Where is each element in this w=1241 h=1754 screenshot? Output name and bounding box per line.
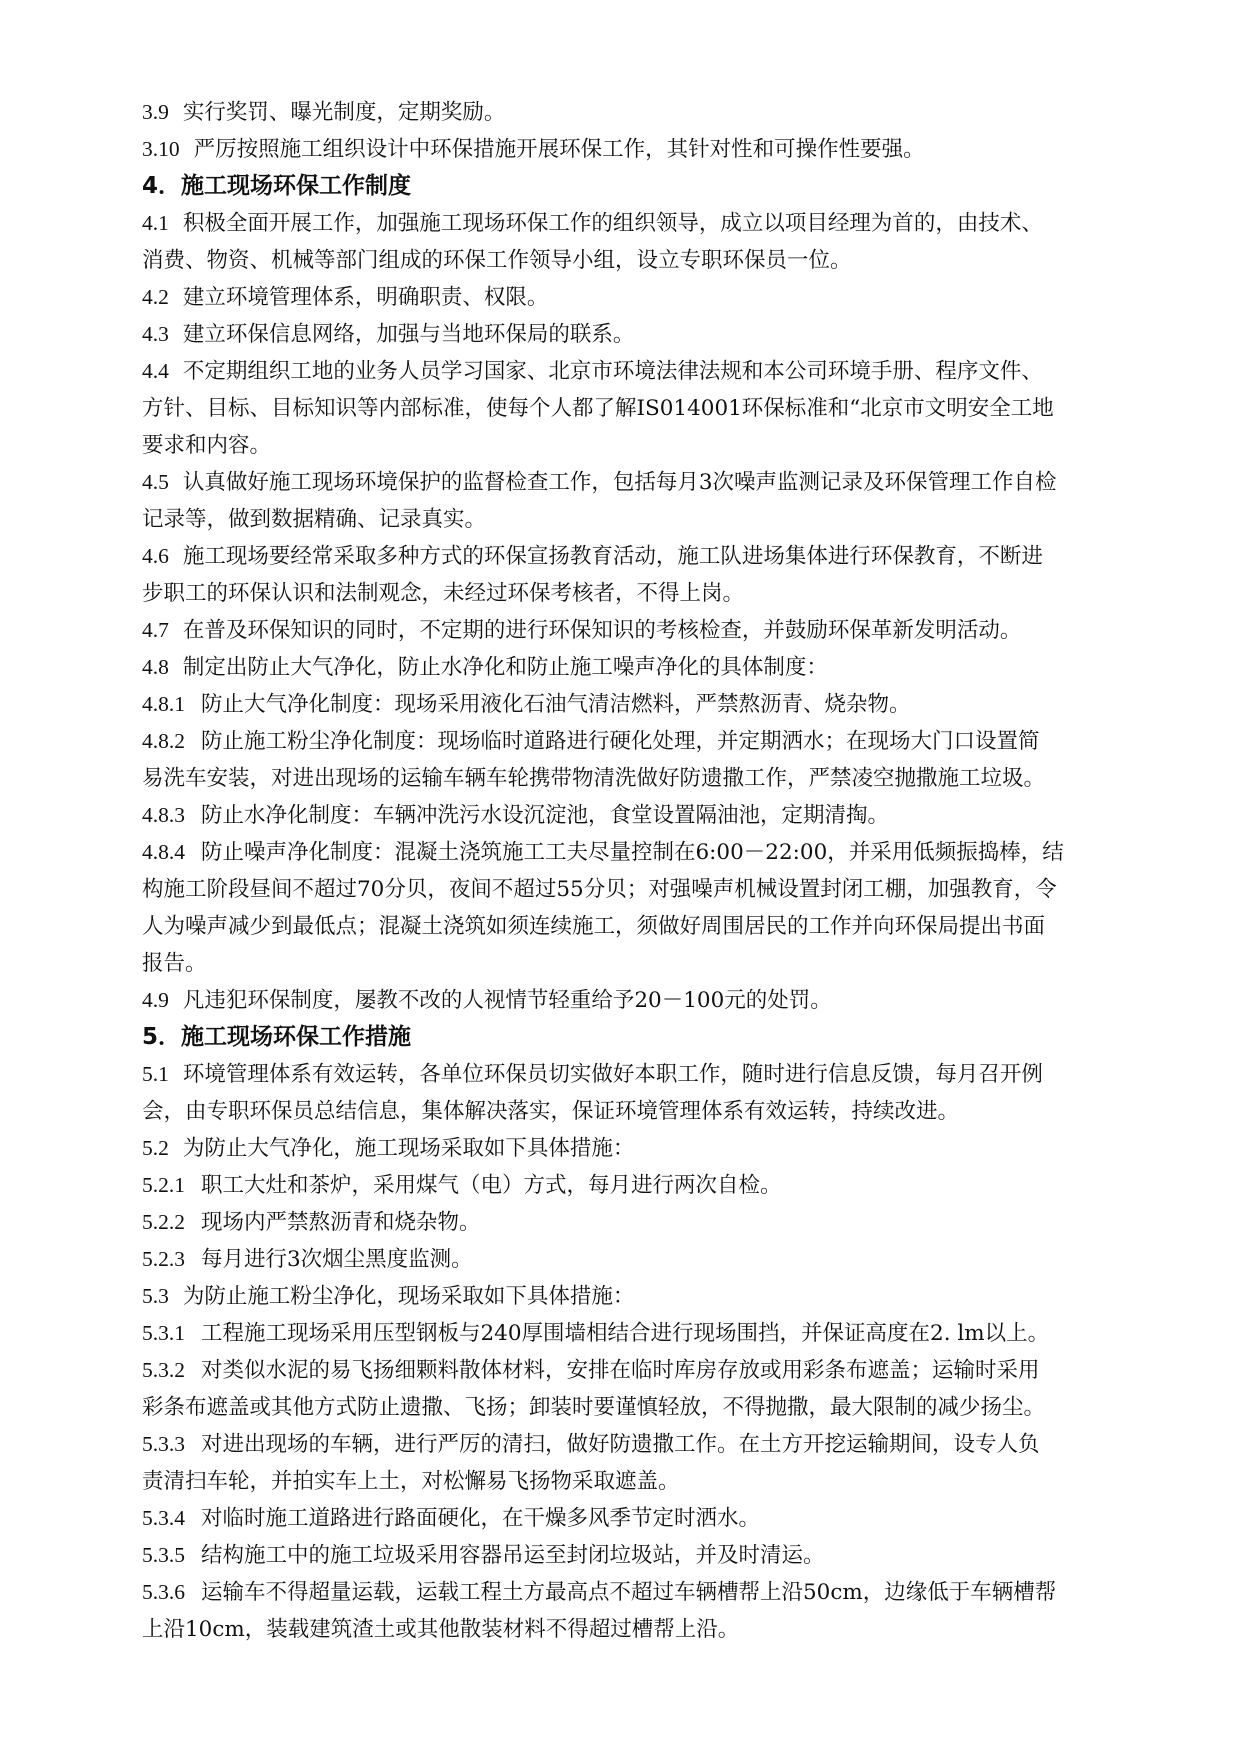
clause-number: 4.7 (142, 618, 169, 642)
paragraph-4-4-cont (142, 390, 1182, 427)
clause-number: 3.10 (142, 137, 180, 161)
clause-text: 上沿10cm，装载建筑渣土或其他散装材料不得超过槽帮上沿。 (142, 1617, 740, 1642)
clause-text: 防止噪声净化制度：混凝土浇筑施工工夫尽量控制在6:00－22:00，并采用低频振捣棒，结 (201, 840, 1064, 865)
paragraph-4-8-2 (142, 723, 1182, 760)
paragraph-5-3-3 (142, 1426, 1182, 1463)
paragraph-5-2-1 (142, 1167, 1182, 1204)
paragraph-4-4 (142, 353, 1182, 390)
clause-text: 对进出现场的车辆，进行严厉的清扫，做好防遗撒工作。在土方开挖运输期间，设专人负 (201, 1432, 1040, 1457)
clause-number: 4.6 (142, 544, 169, 568)
clause-number: 4.4 (142, 359, 169, 383)
clause-number: 5.3.1 (142, 1321, 185, 1345)
paragraph-4-9 (142, 982, 1182, 1019)
paragraph-4-1-cont (142, 242, 1182, 279)
paragraph-5-3-1 (142, 1315, 1182, 1352)
clause-text: 为防止施工粉尘净化，现场采取如下具体措施： (182, 1284, 635, 1309)
paragraph-5-2-3 (142, 1241, 1182, 1278)
paragraph-5-2 (142, 1130, 1182, 1167)
clause-text: 步职工的环保认识和法制观念，未经过环保考核者，不得上岗。 (142, 581, 745, 606)
clause-text: 建立环境管理体系，明确职责、权限。 (182, 285, 549, 310)
clause-text: 建立环保信息网络，加强与当地环保局的联系。 (182, 322, 635, 347)
paragraph-5-3-4 (142, 1500, 1182, 1537)
clause-text: 会，由专职环保员总结信息，集体解决落实，保证环境管理体系有效运转，持续改进。 (142, 1099, 960, 1124)
clause-text: 人为噪声减少到最低点；混凝土浇筑如须连续施工，须做好周围居民的工作并向环保局提出书面 (142, 914, 1046, 939)
clause-text: 防止大气净化制度：现场采用液化石油气清洁燃料，严禁熬沥青、烧杂物。 (201, 692, 911, 717)
clause-text: 防止施工粉尘净化制度：现场临时道路进行硬化处理，并定期洒水；在现场大门口设置简 (201, 729, 1040, 754)
clause-text: 记录等，做到数据精确、记录真实。 (142, 507, 487, 532)
paragraph-3-10 (142, 131, 1182, 168)
clause-number: 5.3.2 (142, 1358, 185, 1382)
section-heading-4: 4．施工现场环保工作制度 (142, 173, 412, 199)
clause-text: 运输车不得超量运载，运载工程土方最高点不超过车辆槽帮上沿50cm，边缘低于车辆槽帮 (201, 1580, 1057, 1605)
paragraph-4-8-4-cont (142, 871, 1182, 908)
clause-number: 4.8.3 (142, 803, 185, 827)
paragraph-4-8-2-cont (142, 760, 1182, 797)
clause-text: 结构施工中的施工垃圾采用容器吊运至封闭垃圾站，并及时清运。 (201, 1543, 825, 1568)
clause-text: 严厉按照施工组织设计中环保措施开展环保工作，其针对性和可操作性要强。 (193, 137, 925, 162)
clause-number: 4.8.2 (142, 729, 185, 753)
clause-text: 对临时施工道路进行路面硬化，在干燥多风季节定时洒水。 (201, 1506, 761, 1531)
paragraph-5-1 (142, 1056, 1182, 1093)
clause-text: 报告。 (142, 951, 207, 976)
paragraph-4-8-4-cont (142, 945, 1182, 982)
clause-number: 4.1 (142, 211, 169, 235)
paragraph-4-3 (142, 316, 1182, 353)
paragraph-4-8 (142, 649, 1182, 686)
clause-number: 5.2.2 (142, 1210, 185, 1234)
clause-text: 认真做好施工现场环境保护的监督检查工作，包括每月3次噪声监测记录及环保管理工作自检 (182, 470, 1057, 495)
clause-text: 防止水净化制度：车辆冲洗污水设沉淀池，食堂设置隔油池，定期清掏。 (201, 803, 890, 828)
clause-number: 4.2 (142, 285, 169, 309)
clause-text: 每月进行3次烟尘黑度监测。 (201, 1247, 473, 1272)
clause-number: 5.2.3 (142, 1247, 185, 1271)
clause-number: 5.3.3 (142, 1432, 185, 1456)
paragraph-4-5-cont (142, 501, 1182, 538)
clause-number: 5.3.4 (142, 1506, 185, 1530)
clause-number: 4.5 (142, 470, 169, 494)
clause-number: 5.1 (142, 1062, 169, 1086)
paragraph-4-8-4-cont (142, 908, 1182, 945)
clause-number: 4.3 (142, 322, 169, 346)
clause-text: 消费、物资、机械等部门组成的环保工作领导小组，设立专职环保员一位。 (142, 248, 852, 273)
paragraph-4-8-1 (142, 686, 1182, 723)
paragraph-4-5 (142, 464, 1182, 501)
paragraph-5-3-5 (142, 1537, 1182, 1574)
clause-number: 5.3 (142, 1284, 169, 1308)
clause-text: 工程施工现场采用压型钢板与240厚围墙相结合进行现场围挡，并保证高度在2. lm以上。 (201, 1321, 1050, 1346)
clause-text: 彩条布遮盖或其他方式防止遗撒、飞扬；卸装时要谨慎轻放，不得抛撒，最大限制的减少扬尘。 (142, 1395, 1046, 1420)
clause-text: 现场内严禁熬沥青和烧杂物。 (201, 1210, 481, 1235)
clause-text: 凡违犯环保制度，屡教不改的人视情节轻重给予20－100元的处罚。 (182, 988, 832, 1013)
paragraph-4-7 (142, 612, 1182, 649)
clause-text: 实行奖罚、曝光制度，定期奖励。 (182, 100, 506, 125)
paragraph-4-2 (142, 279, 1182, 316)
clause-text: 责清扫车轮，并拍实车上土，对松懈易飞扬物采取遮盖。 (142, 1469, 680, 1494)
paragraph-5-3-2 (142, 1352, 1182, 1389)
clause-text: 对类似水泥的易飞扬细颗料散体材料，安排在临时库房存放或用彩条布遮盖；运输时采用 (201, 1358, 1040, 1383)
clause-text: 在普及环保知识的同时，不定期的进行环保知识的考核检查，并鼓励环保革新发明活动。 (182, 618, 1022, 643)
clause-text: 为防止大气净化，施工现场采取如下具体措施： (182, 1136, 635, 1161)
section-heading-5: 5．施工现场环保工作措施 (142, 1024, 412, 1050)
paragraph-5-3-3-cont (142, 1463, 1182, 1500)
clause-text: 积极全面开展工作，加强施工现场环保工作的组织领导，成立以项目经理为首的，由技术、 (182, 211, 1043, 236)
paragraph-4-8-4 (142, 834, 1182, 871)
clause-number: 4.9 (142, 988, 169, 1012)
clause-text: 构施工阶段昼间不超过70分贝，夜间不超过55分贝；对强噪声机械设置封闭工棚，加强教育，令 (142, 877, 1057, 902)
clause-text: 方针、目标、目标知识等内部标准，使每个人都了解IS014001环保标准和“北京市文明安全工地 (142, 396, 1054, 421)
paragraph-4-6-cont (142, 575, 1182, 612)
paragraph-4-1 (142, 205, 1182, 242)
clause-number: 4.8.1 (142, 692, 185, 716)
document-page (142, 94, 1182, 1648)
paragraph-5-3-2-cont (142, 1389, 1182, 1426)
clause-number: 5.2.1 (142, 1173, 185, 1197)
paragraph-5-2-2 (142, 1204, 1182, 1241)
clause-number: 5.3.6 (142, 1580, 185, 1604)
clause-number: 4.8.4 (142, 840, 185, 864)
paragraph-4-8-3 (142, 797, 1182, 834)
clause-text: 制定出防止大气净化，防止水净化和防止施工噪声净化的具体制度： (182, 655, 828, 680)
clause-number: 5.3.5 (142, 1543, 185, 1567)
clause-text: 易洗车安装，对进出现场的运输车辆车轮携带物清洗做好防遗撒工作，严禁凌空抛撒施工垃圾。 (142, 766, 1046, 791)
paragraph-3-9 (142, 94, 1182, 131)
paragraph-5-3-6 (142, 1574, 1182, 1611)
paragraph-5-3-6-cont (142, 1611, 1182, 1648)
clause-text: 职工大灶和茶炉，采用煤气（电）方式，每月进行两次自检。 (201, 1173, 782, 1198)
paragraph-5-3 (142, 1278, 1182, 1315)
clause-text: 施工现场要经常采取多种方式的环保宣扬教育活动，施工队进场集体进行环保教育，不断进 (182, 544, 1043, 569)
clause-number: 3.9 (142, 100, 169, 124)
paragraph-4-4-cont (142, 427, 1182, 464)
paragraph-4-6 (142, 538, 1182, 575)
clause-text: 要求和内容。 (142, 433, 272, 458)
clause-number: 4.8 (142, 655, 169, 679)
paragraph-5-1-cont (142, 1093, 1182, 1130)
clause-text: 不定期组织工地的业务人员学习国家、北京市环境法律法规和本公司环境手册、程序文件、 (182, 359, 1043, 384)
clause-number: 5.2 (142, 1136, 169, 1160)
clause-text: 环境管理体系有效运转，各单位环保员切实做好本职工作，随时进行信息反馈，每月召开例 (182, 1062, 1043, 1087)
